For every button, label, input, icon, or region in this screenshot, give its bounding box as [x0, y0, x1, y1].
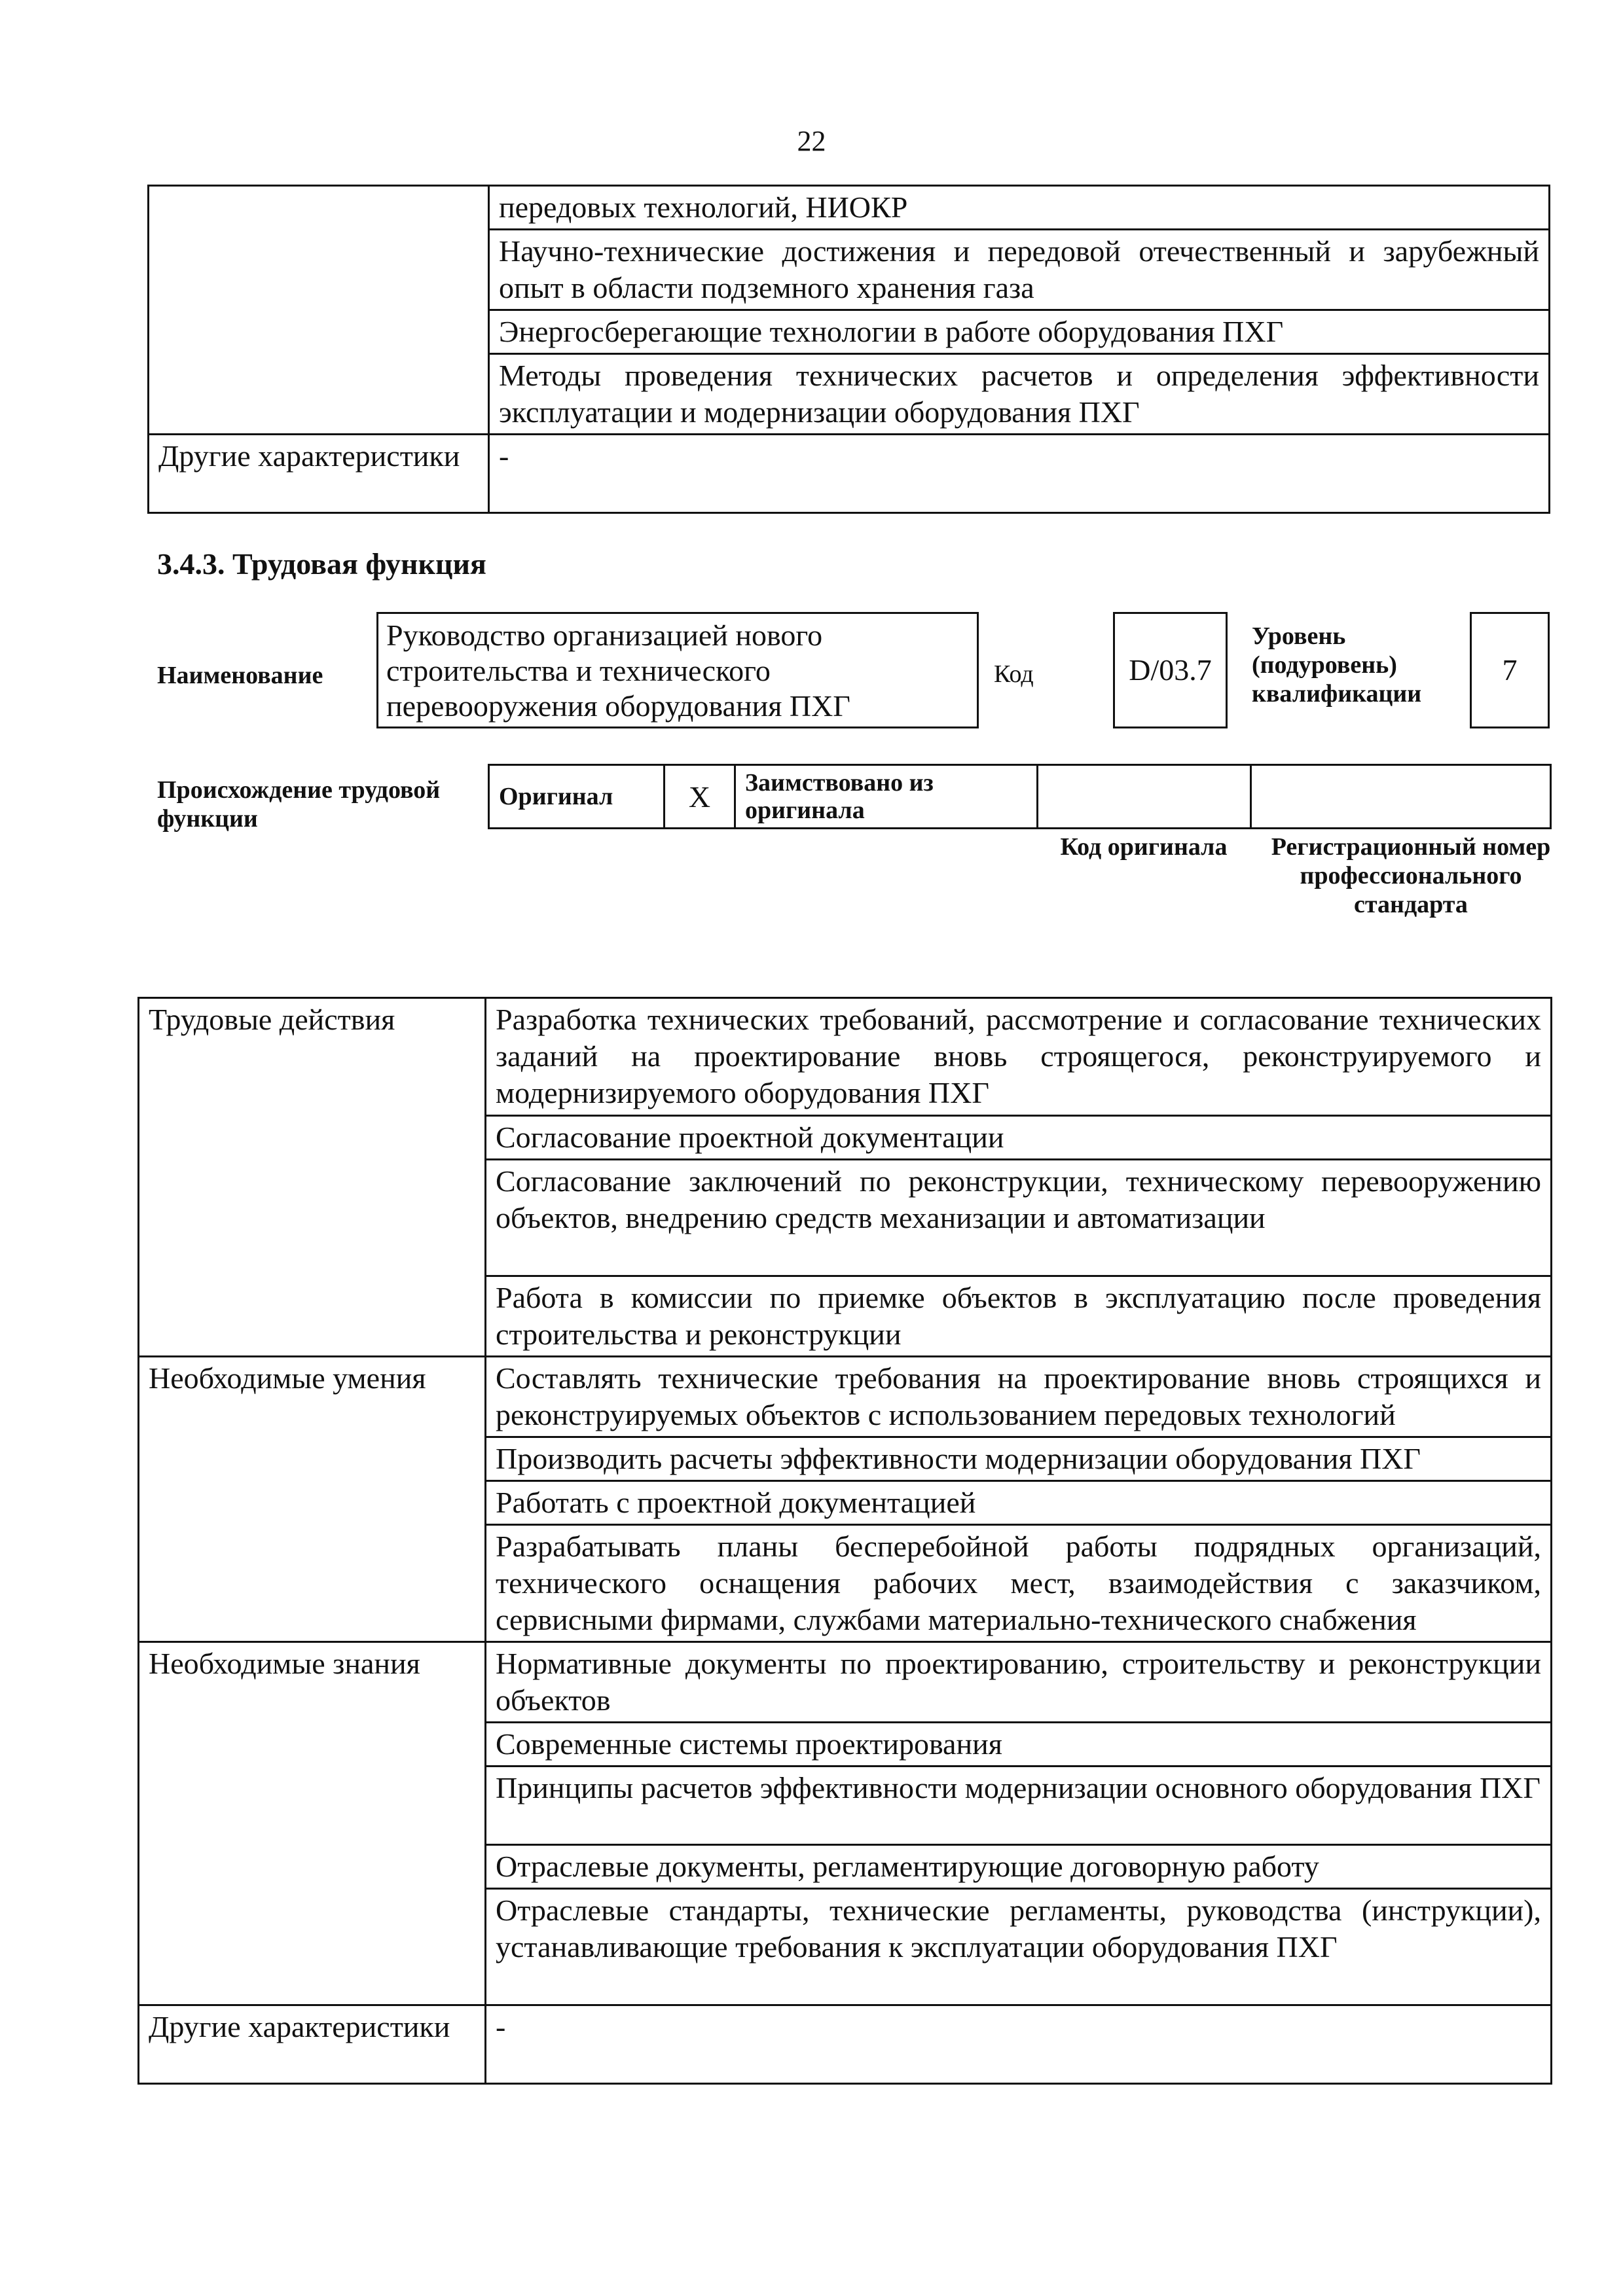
code-label: Код: [994, 660, 1034, 688]
actions-label: Трудовые действия: [139, 998, 486, 1357]
name-label: Наименование: [157, 662, 323, 689]
reg-number-cell: [1251, 765, 1551, 829]
table-row: Работа в комиссии по приемке объектов в эксплуатацию после проведения строительства и реконструкции: [486, 1276, 1552, 1357]
origin-table: [488, 764, 1552, 829]
table-row: Согласование проектной документации: [486, 1116, 1552, 1160]
section-heading: 3.4.3. Трудовая функция: [157, 547, 486, 581]
original-mark: X: [665, 765, 735, 829]
level-value: 7: [1502, 653, 1518, 687]
table-row: Согласование заключений по реконструкции, техническому перевооружению объектов, внедрению средств механизации и автоматизации: [486, 1160, 1552, 1276]
original-label: Оригинал: [489, 765, 665, 829]
origin-label: Происхождение трудовой функции: [157, 776, 441, 833]
table-row: Работать с проектной документацией: [486, 1481, 1552, 1525]
name-value: Руководство организацией нового строительства и технического перевооружения оборудования ПХГ: [386, 619, 850, 723]
code-value: D/03.7: [1129, 653, 1212, 687]
empty-label-cell: [149, 186, 489, 435]
table-row: Нормативные документы по проектированию, строительству и реконструкции объектов: [486, 1642, 1552, 1723]
level-value-box: [1470, 612, 1550, 728]
main-table: [137, 997, 1552, 2085]
table-row: передовых технологий, НИОКР: [489, 186, 1550, 230]
name-value-box: [376, 612, 979, 728]
level-label: Уровень (подуровень) квалификации: [1252, 622, 1422, 708]
table-row: Производить расчеты эффективности модернизации оборудования ПХГ: [486, 1437, 1552, 1481]
other-characteristics-label: Другие характеристики: [139, 2005, 486, 2084]
other-characteristics-label: Другие характеристики: [149, 435, 489, 513]
code-original-cell: [1038, 765, 1251, 829]
table-row: Разрабатывать планы бесперебойной работы подрядных организаций, технического оснащения рабочих мест, взаимодействия с заказчиком, сервисными фирмами, службами материально-технического снабжения: [486, 1525, 1552, 1642]
code-value-box: [1113, 612, 1228, 728]
table-row: Энергосберегающие технологии в работе оборудования ПХГ: [489, 310, 1550, 354]
knowledge-label: Необходимые знания: [139, 1642, 486, 2005]
table-row: Отраслевые документы, регламентирующие договорную работу: [486, 1845, 1552, 1889]
borrowed-label: Заимствовано из оригинала: [735, 765, 1038, 829]
table-row: Методы проведения технических расчетов и определения эффективности эксплуатации и модернизации оборудования ПХГ: [489, 354, 1550, 435]
other-characteristics-value: -: [489, 435, 1550, 513]
table-row: Принципы расчетов эффективности модернизации основного оборудования ПХГ: [486, 1767, 1552, 1845]
table-row: Отраслевые стандарты, технические регламенты, руководства (инструкции), устанавливающие требования к эксплуатации оборудования ПХГ: [486, 1889, 1552, 2005]
table-row: Современные системы проектирования: [486, 1723, 1552, 1767]
table-row: Научно-технические достижения и передовой отечественный и зарубежный опыт в области подземного хранения газа: [489, 230, 1550, 310]
other-characteristics-value: -: [486, 2005, 1552, 2084]
skills-label: Необходимые умения: [139, 1357, 486, 1642]
top-continuation-table: [147, 185, 1550, 514]
table-row: Разработка технических требований, рассмотрение и согласование технических заданий на проектирование вновь строящегося, реконструируемого и модернизируемого оборудования ПХГ: [486, 998, 1552, 1116]
page-number: 22: [797, 125, 826, 157]
reg-number-caption: Регистрационный номер профессионального стандарта: [1271, 833, 1551, 918]
code-original-caption: Код оригинала: [1060, 833, 1228, 861]
table-row: Составлять технические требования на проектирование вновь строящихся и реконструируемых объектов с использованием передовых технологий: [486, 1357, 1552, 1437]
